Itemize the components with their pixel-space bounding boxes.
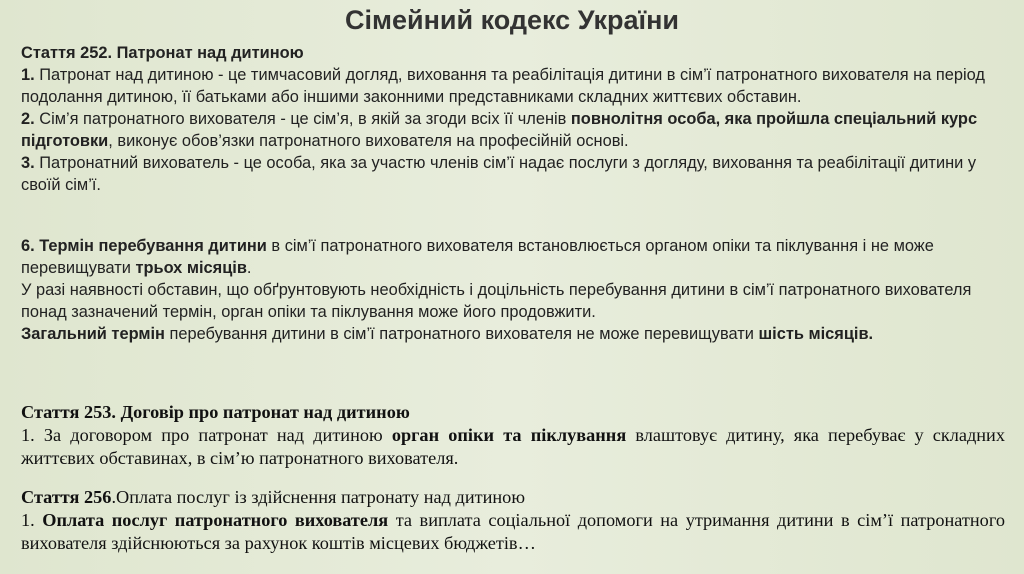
- article-252-heading: Стаття 252. Патронат над дитиною: [21, 44, 304, 62]
- article-252-paragraph-6-extension: У разі наявності обставин, що обґрунтовують необхідність і доцільність перебування дитини в сім’ї патронатного вихователя понад зазначений термін, орган опіки та піклування може його продовжити.: [21, 281, 972, 321]
- article-256-section: [21, 486, 1005, 555]
- article-253-paragraph-1: 1. За договором про патронат над дитиною орган опіки та піклування влаштовує дитину, яка перебуває у складних життєвих обставинах, в сім’ю патронатного вихователя.: [21, 425, 1005, 468]
- article-252-paragraph-6: 6. Термін перебування дитини в сім’ї патронатного вихователя встановлюється органом опіки та піклування і не може перевищувати трьох місяців.: [21, 237, 934, 277]
- article-252-paragraph-6-section: [21, 235, 1011, 345]
- article-253-heading: Стаття 253. Договір про патронат над дитиною: [21, 402, 410, 422]
- article-253-section: [21, 401, 1005, 470]
- article-252-paragraph-3: 3. Патронатний вихователь - це особа, яка за участю членів сім’ї надає послуги з догляду, виховання та реабілітації дитини у своїй сім’ї.: [21, 154, 977, 194]
- article-252-paragraph-6-total: Загальний термін перебування дитини в сім’ї патронатного вихователя не може перевищувати шість місяців.: [21, 325, 874, 343]
- article-252-section: [21, 42, 1011, 196]
- article-252-paragraph-1: 1. Патронат над дитиною - це тимчасовий догляд, виховання та реабілітація дитини в сім’ї патронатного вихователя на період подолання дитиною, її батьками або іншими законними представниками складних життєвих обставин.: [21, 66, 985, 106]
- article-256-heading: Стаття 256.Оплата послуг із здійснення патронату над дитиною: [21, 487, 525, 507]
- article-256-paragraph-1: 1. Оплата послуг патронатного вихователя та виплата соціальної допомоги на утримання дитини в сім’ї патронатного вихователя здійснюються за рахунок коштів місцевих бюджетів…: [21, 510, 1006, 553]
- page-title: Сімейний кодекс України: [344, 5, 679, 35]
- article-252-paragraph-2: 2. Сім’я патронатного вихователя - це сім’я, в якій за згоди всіх її членів повнолітня особа, яка пройшла спеціальний курс підготовки, виконує обов’язки патронатного вихователя на професійній основі.: [21, 110, 978, 150]
